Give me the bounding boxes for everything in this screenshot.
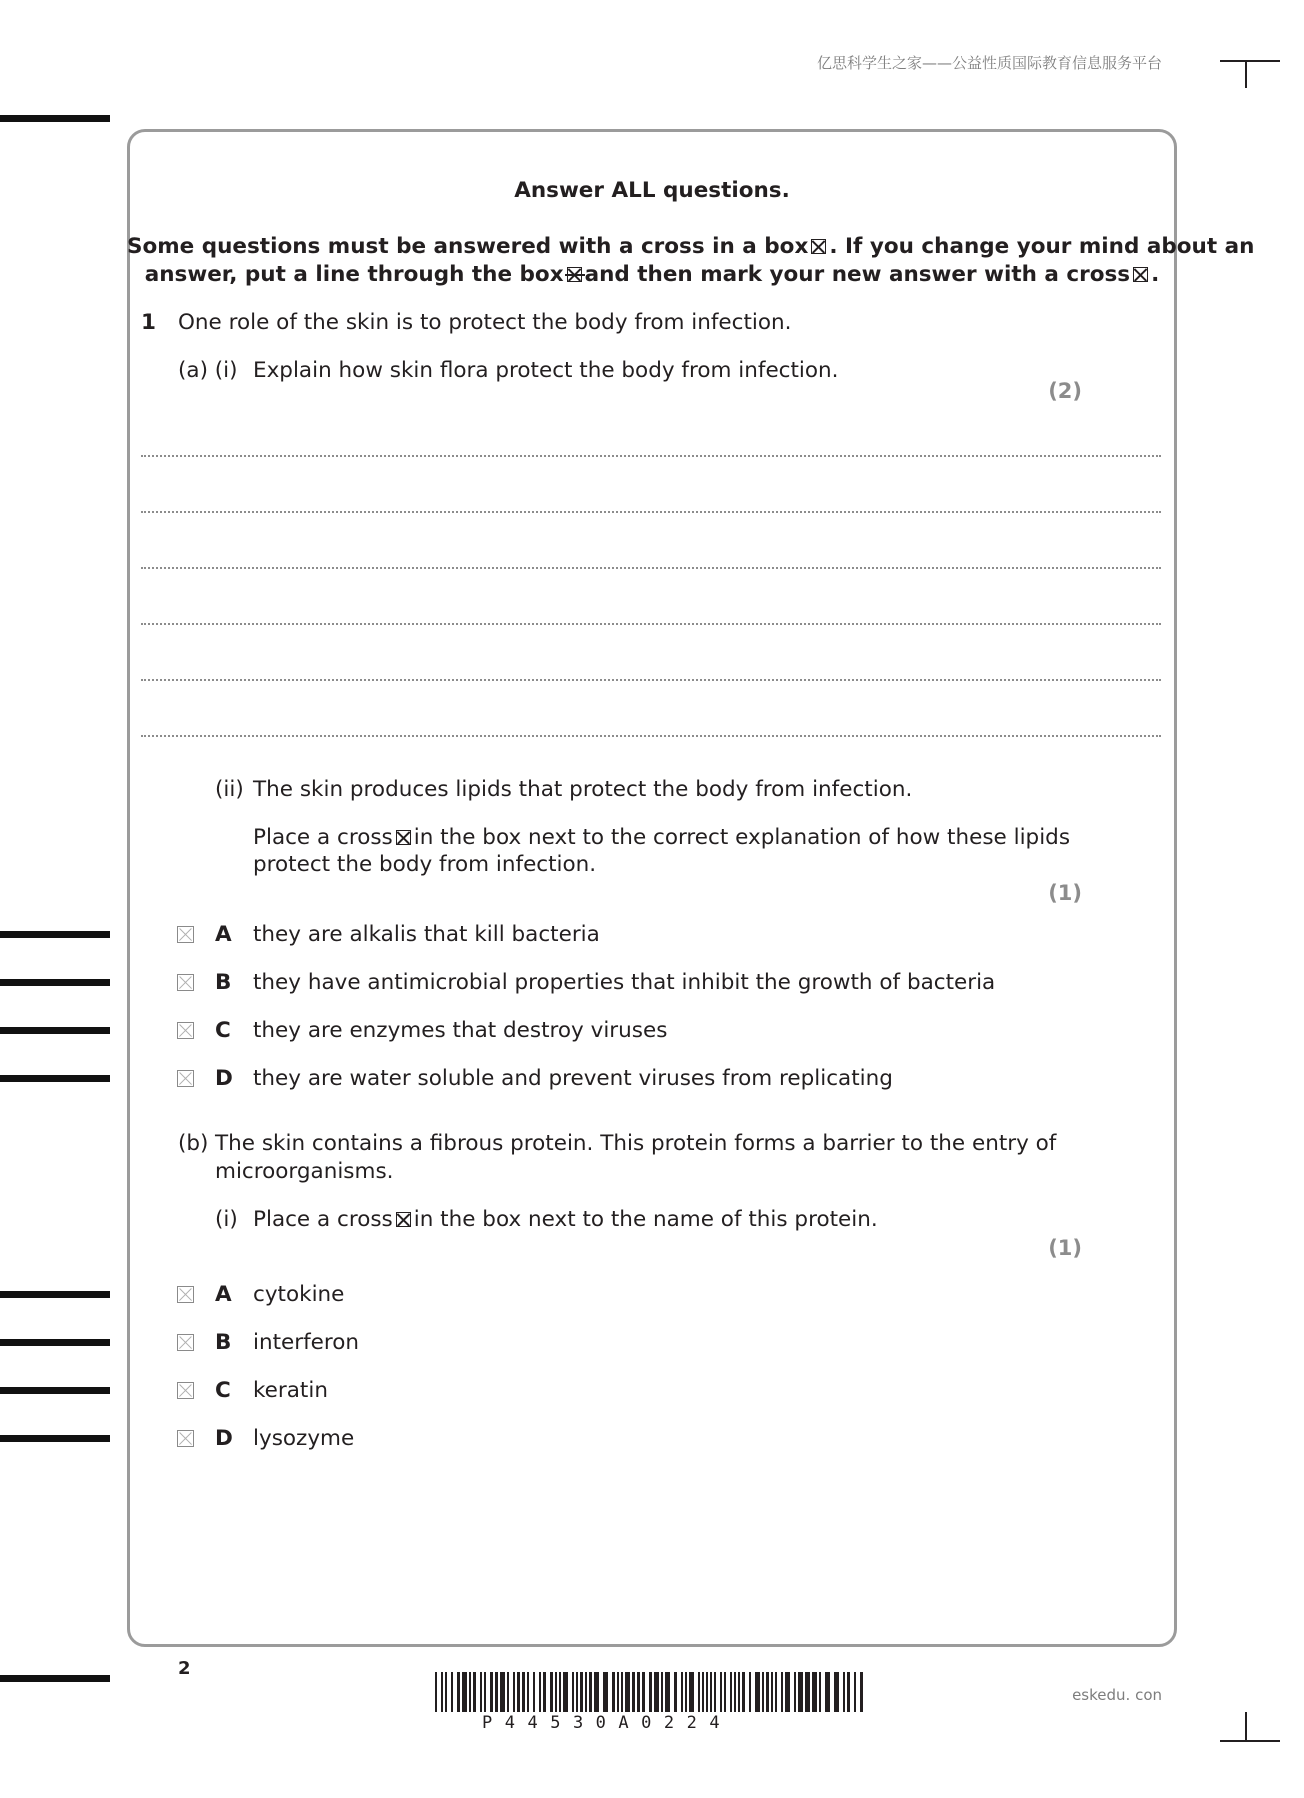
footer-site-text: eskedu. con — [1072, 1686, 1162, 1704]
barcode-bar — [742, 1672, 745, 1712]
barcode-bar — [661, 1672, 663, 1712]
barcode-bar — [654, 1672, 659, 1712]
barcode-bar — [710, 1672, 712, 1712]
option-checkbox-a[interactable] — [177, 926, 194, 943]
option-text: lysozyme — [253, 1426, 355, 1451]
barcode-bar — [734, 1672, 736, 1712]
barcode-bar — [689, 1672, 694, 1712]
barcode-bar — [441, 1672, 443, 1712]
crossed-box-icon — [396, 1212, 411, 1227]
crop-mark-bottom-v — [1245, 1712, 1247, 1740]
crossed-box-icon — [396, 830, 411, 845]
option-text: cytokine — [253, 1282, 345, 1307]
edge-bar — [0, 1435, 110, 1442]
barcode-bar — [834, 1672, 839, 1712]
barcode-bar — [698, 1672, 700, 1712]
edge-bar — [0, 931, 110, 938]
part-b-i-instruction — [253, 1207, 878, 1232]
barcode-bar — [550, 1672, 553, 1712]
option-letter: B — [215, 970, 232, 995]
barcode-bar — [484, 1672, 486, 1712]
barcode-bar — [451, 1672, 453, 1712]
barcode-bar — [621, 1672, 623, 1712]
crossed-box-icon — [811, 239, 826, 254]
barcode-bar — [724, 1672, 726, 1712]
barcode-bar — [617, 1672, 619, 1712]
barcode-bar — [825, 1672, 830, 1712]
option-letter: C — [215, 1378, 231, 1403]
barcode-bar — [860, 1672, 863, 1712]
instructions-text: answer, put a line through the box — [144, 262, 564, 287]
barcode-bar — [513, 1672, 515, 1712]
barcode-bar — [714, 1672, 716, 1712]
answer-line[interactable] — [141, 455, 1161, 457]
barcode-bar — [495, 1672, 498, 1712]
barcode-bar — [555, 1672, 557, 1712]
barcode-bar — [637, 1672, 640, 1712]
barcode-bar — [749, 1672, 751, 1712]
part-a-ii-text: The skin produces lipids that protect the body from infection. — [253, 777, 913, 802]
barcode-bar — [854, 1672, 856, 1712]
part-a-ii-instruction — [253, 825, 1070, 850]
barcode-bar — [625, 1672, 630, 1712]
barcode-bar — [580, 1672, 583, 1712]
instructions-text: and then mark your new answer with a cross — [584, 262, 1131, 287]
option-checkbox-c[interactable] — [177, 1022, 194, 1039]
barcode-bar — [589, 1672, 592, 1712]
barcode-bar — [527, 1672, 529, 1712]
marks-label: (1) — [1048, 1236, 1082, 1260]
option-text: they are enzymes that destroy viruses — [253, 1018, 668, 1043]
answer-line[interactable] — [141, 735, 1161, 737]
barcode-bar — [812, 1672, 817, 1712]
barcode-bar — [533, 1672, 535, 1712]
barcode-bar — [674, 1672, 677, 1712]
option-text: they have antimicrobial properties that inhibit the growth of bacteria — [253, 970, 996, 995]
part-b-label: (b) — [178, 1131, 209, 1156]
barcode-bar — [572, 1672, 574, 1712]
answer-line[interactable] — [141, 511, 1161, 513]
barcode-bar — [819, 1672, 821, 1712]
barcode-bar — [480, 1672, 482, 1712]
option-checkbox-a[interactable] — [177, 1286, 194, 1303]
option-letter: D — [215, 1066, 233, 1091]
instructions-line-1 — [127, 234, 1255, 259]
barcode-bar — [730, 1672, 732, 1712]
barcode-bar — [847, 1672, 850, 1712]
question-number: 1 — [141, 310, 156, 335]
option-checkbox-b[interactable] — [177, 1334, 194, 1351]
barcode-image — [435, 1672, 867, 1712]
option-letter: A — [215, 922, 232, 947]
part-a-ii-label: (ii) — [215, 777, 244, 802]
barcode-bar — [720, 1672, 722, 1712]
barcode-bar — [445, 1672, 447, 1712]
barcode-bar — [576, 1672, 578, 1712]
barcode-bar — [706, 1672, 708, 1712]
option-checkbox-d[interactable] — [177, 1430, 194, 1447]
option-letter: B — [215, 1330, 232, 1355]
crop-mark-top-v — [1245, 60, 1247, 88]
barcode-bar — [685, 1672, 687, 1712]
option-text: they are alkalis that kill bacteria — [253, 922, 600, 947]
option-text: keratin — [253, 1378, 328, 1403]
marks-label: (2) — [1048, 379, 1082, 403]
barcode-bar — [798, 1672, 803, 1712]
barcode-bar — [543, 1672, 546, 1712]
barcode-bar — [781, 1672, 783, 1712]
instructions-text: . If you change your mind about an — [829, 234, 1255, 259]
crop-mark-bottom-h — [1220, 1740, 1280, 1742]
barcode-bar — [457, 1672, 460, 1712]
question-stem: One role of the skin is to protect the body from infection. — [178, 310, 792, 335]
barcode-bar — [785, 1672, 790, 1712]
struck-crossed-box-icon — [567, 267, 582, 282]
option-letter: D — [215, 1426, 233, 1451]
instructions-line-2 — [127, 262, 1177, 287]
instruction-text: Place a cross — [253, 1207, 393, 1232]
barcode-bar — [775, 1672, 777, 1712]
barcode-bar — [681, 1672, 683, 1712]
barcode-bar — [435, 1672, 437, 1712]
edge-bar — [0, 1027, 110, 1034]
barcode-bar — [766, 1672, 769, 1712]
barcode-bar — [755, 1672, 760, 1712]
barcode-bar — [539, 1672, 541, 1712]
barcode-bar — [649, 1672, 652, 1712]
barcode-bar — [594, 1672, 599, 1712]
edge-bar — [0, 979, 110, 986]
barcode-bar — [702, 1672, 704, 1712]
answer-line[interactable] — [141, 679, 1161, 681]
option-text: they are water soluble and prevent viruses from replicating — [253, 1066, 893, 1091]
option-letter: A — [215, 1282, 232, 1307]
instruction-text: in the box next to the name of this protein. — [413, 1207, 878, 1232]
barcode-bar — [642, 1672, 645, 1712]
option-checkbox-c[interactable] — [177, 1382, 194, 1399]
option-letter: C — [215, 1018, 231, 1043]
edge-bar — [0, 1291, 110, 1298]
answer-line[interactable] — [141, 623, 1161, 625]
barcode-bar — [517, 1672, 520, 1712]
barcode-bar — [462, 1672, 467, 1712]
edge-bar — [0, 115, 110, 122]
barcode-bar — [490, 1672, 493, 1712]
barcode-bar — [665, 1672, 670, 1712]
barcode-bar — [632, 1672, 635, 1712]
part-a-i-text: Explain how skin flora protect the body from infection. — [253, 358, 839, 383]
barcode-text: P44530A0224 — [482, 1713, 733, 1733]
instructions-text: . — [1151, 262, 1160, 287]
barcode-bar — [500, 1672, 505, 1712]
part-a-i-label: (a) (i) — [178, 358, 238, 383]
marks-label: (1) — [1048, 881, 1082, 905]
barcode-bar — [507, 1672, 509, 1712]
instructions-heading: Answer ALL questions. — [514, 178, 790, 203]
crossed-box-icon — [1133, 267, 1148, 282]
option-text: interferon — [253, 1330, 360, 1355]
barcode-bar — [603, 1672, 608, 1712]
barcode-bar — [794, 1672, 796, 1712]
answer-line[interactable] — [141, 567, 1161, 569]
edge-bar — [0, 1339, 110, 1346]
barcode-bar — [559, 1672, 561, 1712]
barcode-bar — [473, 1672, 476, 1712]
part-a-ii-instruction-cont: protect the body from infection. — [253, 852, 597, 877]
barcode-bar — [771, 1672, 773, 1712]
barcode-bar — [469, 1672, 471, 1712]
barcode-bar — [762, 1672, 764, 1712]
barcode-bar — [585, 1672, 587, 1712]
instructions-text: Some questions must be answered with a cross in a box — [127, 234, 809, 259]
option-checkbox-b[interactable] — [177, 974, 194, 991]
part-b-text-cont: microorganisms. — [215, 1159, 394, 1184]
barcode-bar — [738, 1672, 740, 1712]
instruction-text: Place a cross — [253, 825, 393, 850]
barcode-bar — [522, 1672, 525, 1712]
option-checkbox-d[interactable] — [177, 1070, 194, 1087]
instruction-text: in the box next to the correct explanation of how these lipids — [413, 825, 1071, 850]
crop-mark-top-h — [1220, 60, 1280, 62]
edge-bar — [0, 1675, 110, 1682]
edge-bar — [0, 1387, 110, 1394]
page-number: 2 — [178, 1658, 191, 1679]
header-site-text: 亿思科学生之家——公益性质国际教育信息服务平台 — [816, 54, 1162, 72]
barcode-bar — [843, 1672, 845, 1712]
part-b-text: The skin contains a fibrous protein. This protein forms a barrier to the entry of — [215, 1131, 1057, 1156]
barcode-bar — [563, 1672, 568, 1712]
answer-frame — [127, 129, 1177, 1647]
barcode-bar — [805, 1672, 810, 1712]
edge-bar — [0, 1075, 110, 1082]
part-b-i-label: (i) — [215, 1207, 238, 1232]
barcode-bar — [612, 1672, 615, 1712]
